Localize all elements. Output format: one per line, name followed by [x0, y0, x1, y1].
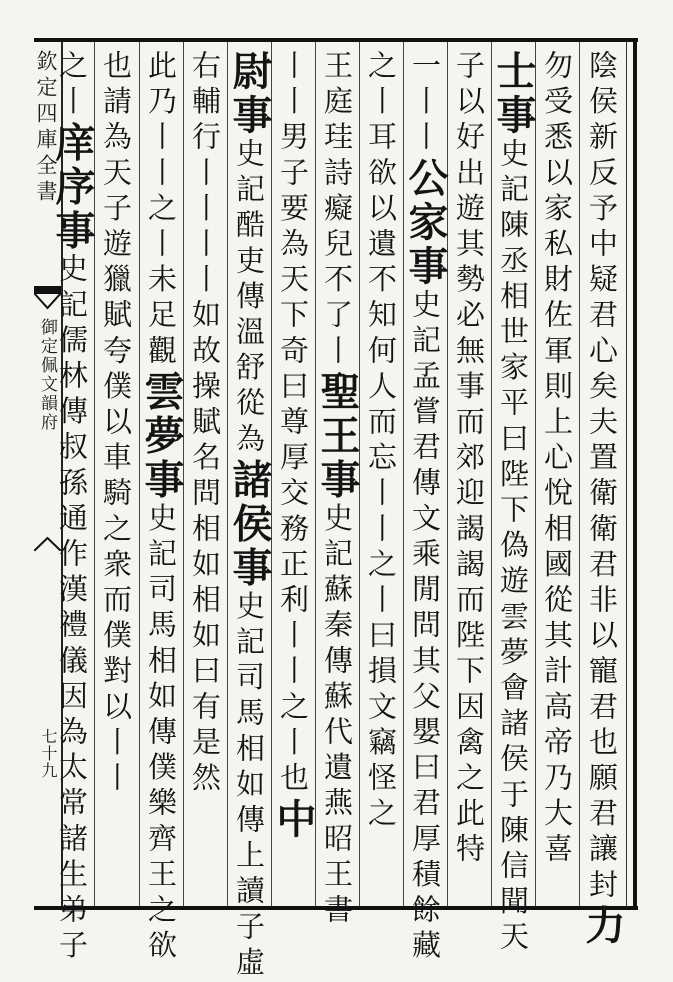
- column-end-glyph: 力: [579, 904, 626, 949]
- headword: 雲夢事: [138, 370, 185, 503]
- headword: 諸侯事: [226, 458, 273, 591]
- text-column-3: [490, 50, 537, 957]
- headword: 士事: [490, 50, 537, 138]
- headword: 公家事: [402, 156, 449, 289]
- lead-text: 丨丨男子要為天下奇: [276, 50, 310, 371]
- frame-right-border: [633, 38, 637, 910]
- annotation-text: 史記陳丞相世家平曰陛下偽遊雲夢會諸侯于陳信聞天: [496, 138, 530, 957]
- column-end-glyph: 中: [270, 797, 317, 842]
- text-column-10: [183, 50, 227, 900]
- annotation-text: 史記司馬相如傳僕樂齊王之欲: [144, 502, 178, 966]
- text-column-13: [49, 50, 96, 966]
- frame-inner-right-border: [626, 42, 627, 906]
- frame-top-border: [34, 38, 638, 42]
- page-number: 七十九: [39, 728, 58, 779]
- text-column-1: [579, 50, 626, 949]
- annotation-text: 史記司馬相如傳上讀子虛: [232, 590, 266, 982]
- annotation-text: 子以好出遊其勢必無事而郊迎謁謁而陛下因禽之此特: [452, 50, 486, 869]
- annotation-text: 史記儒林傳叔孫通作漢禮儀因為太常諸生弟子: [55, 253, 89, 966]
- annotation-text: 史記酷吏傳溫舒從為: [232, 138, 266, 459]
- annotation-text: 賦名問相如相如曰有是然: [188, 406, 222, 798]
- headword: 尉事: [226, 50, 273, 138]
- annotation-text: 勿受悉以家私財佐軍則上心悅相國從其計高帝乃大喜: [540, 50, 574, 869]
- headword: 聖王事: [314, 370, 361, 503]
- annotation-text: 夸僕以車騎之衆而僕對以丨丨: [99, 334, 133, 798]
- lead-text: 右輔行丨丨丨丨如故操: [188, 50, 222, 406]
- text-column-7: [314, 50, 361, 930]
- volume-title: 御定佩文韻府: [37, 318, 57, 432]
- text-column-8: [271, 50, 315, 900]
- book-title: 欽定四庫全書: [34, 50, 58, 206]
- text-column-12: [94, 50, 138, 900]
- lead-text: 此乃丨丨之丨未足觀: [144, 50, 178, 371]
- text-column-9: [226, 50, 273, 982]
- lead-text: 之丨: [55, 50, 89, 122]
- annotation-text: 史記孟嘗君傳文乘閒問其父嬰曰君厚積餘藏: [408, 288, 442, 966]
- text-column-4: [447, 50, 491, 900]
- annotation-text: 史記蘇秦傳蘇代遺燕昭王書: [320, 502, 354, 930]
- text-column-2: [535, 50, 579, 900]
- annotation-text: 陰侯新反予中疑君心矣夫置衛衛君非以寵君也願君讓封: [585, 50, 619, 905]
- lead-text: 王庭珪詩癡兒不了丨: [320, 50, 354, 371]
- annotation-text: 之丨耳欲以遺不知何人而忘丨丨之丨曰損文竊怪之: [364, 50, 398, 834]
- text-column-11: [138, 50, 185, 966]
- lead-text: 一丨丨: [408, 50, 442, 157]
- headword: 庠序事: [49, 121, 96, 254]
- text-column-6: [359, 50, 403, 900]
- annotation-text: 曰尊厚交務正利丨丨之丨也: [276, 370, 310, 798]
- text-column-5: [402, 50, 449, 966]
- lead-text: 也請為天子遊獵賦: [99, 50, 133, 335]
